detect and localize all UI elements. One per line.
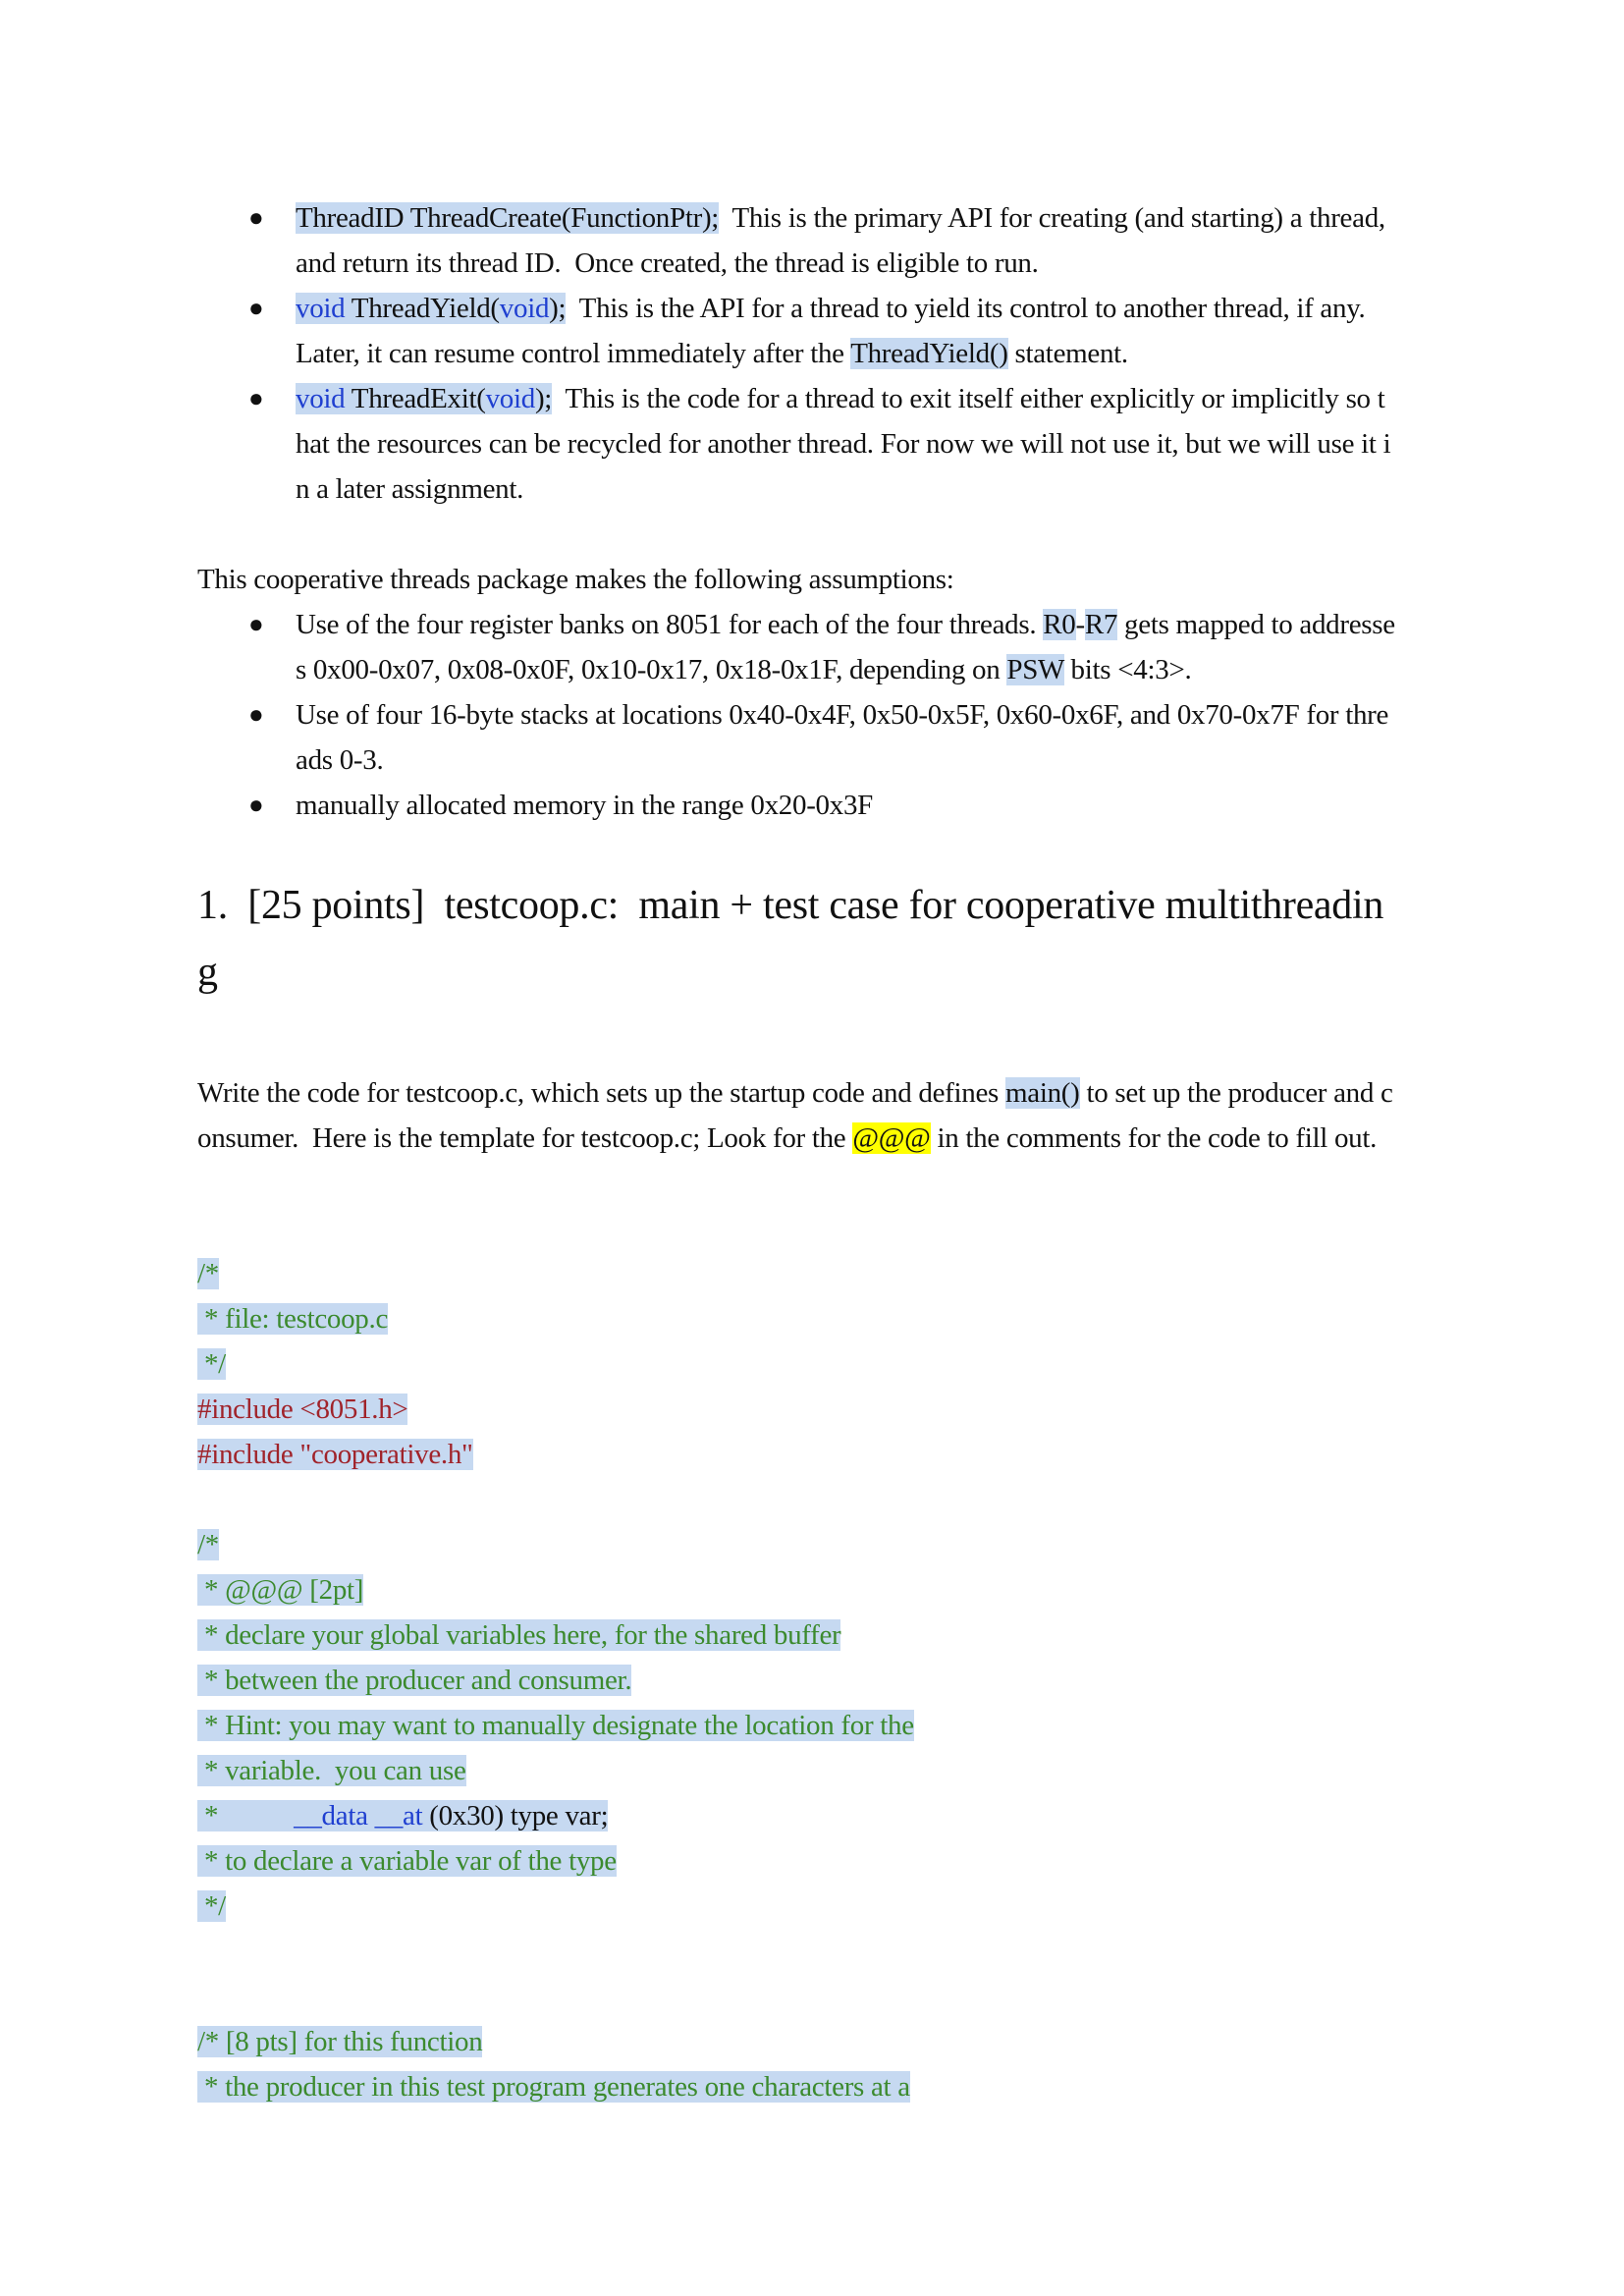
- code-line: [197, 1884, 1444, 1929]
- code-line: [197, 1748, 1444, 1793]
- api-item-thread-exit: [197, 376, 1444, 421]
- code-snippet: [296, 293, 566, 324]
- code-line: [197, 1341, 1444, 1387]
- code-line: [197, 1793, 1444, 1838]
- marker-highlight: @@@: [852, 1122, 931, 1154]
- preprocessor: #include "cooperative.h": [197, 1439, 473, 1470]
- comment: * to declare a variable var of the type: [197, 1845, 617, 1877]
- code-text: (0x30) type var;: [422, 1800, 609, 1831]
- comment: *: [197, 1800, 219, 1831]
- text: gets mapped to addresse: [1117, 609, 1395, 640]
- heading-line: 1. [25 points] testcoop.c: main + test case for cooperative multithreadin: [197, 883, 1384, 928]
- text: bits <4:3>.: [1063, 654, 1192, 685]
- comment: /*: [197, 1258, 219, 1289]
- text: to set up the producer and c: [1079, 1077, 1393, 1109]
- blank-line: [197, 1929, 1444, 1974]
- bullet-icon: ●: [248, 700, 264, 729]
- code-snippet: ThreadID ThreadCreate(FunctionPtr);: [296, 202, 720, 234]
- code-snippet: [296, 383, 552, 414]
- intro-line: [197, 1116, 1444, 1161]
- text: Later, it can resume control immediately after the: [296, 338, 851, 369]
- text: onsumer. Here is the template for testcoop.c; Look for the: [197, 1122, 853, 1154]
- code-line: [197, 2064, 1444, 2109]
- api-description: This is the primary API for creating (and starting) a thread,: [719, 202, 1385, 234]
- api-description-continued: hat the resources can be recycled for another thread. For now we will not use it, but we will use it i: [296, 428, 1391, 460]
- assumption-item: [197, 783, 1444, 828]
- text: in the comments for the code to fill out.: [930, 1122, 1378, 1154]
- api-list: [197, 195, 1444, 512]
- keyword: void: [499, 293, 550, 324]
- code-snippet: ThreadYield(): [850, 338, 1008, 369]
- comment: * declare your global variables here, for the shared buffer: [197, 1619, 841, 1651]
- comment: */: [197, 1348, 226, 1380]
- api-description-continued: and return its thread ID. Once created, the thread is eligible to run.: [296, 247, 1039, 279]
- code-line: [197, 1522, 1444, 1567]
- comment: */: [197, 1890, 226, 1922]
- code-listing: [197, 1251, 1444, 2109]
- api-item-thread-create: [197, 195, 1444, 241]
- code-text: ThreadExit(: [345, 383, 486, 414]
- comment: * the producer in this test program generates one characters at a: [197, 2071, 910, 2103]
- code-line: [197, 1251, 1444, 1296]
- comment: * variable. you can use: [197, 1755, 466, 1786]
- keyword: void: [296, 293, 346, 324]
- code-line: [197, 1838, 1444, 1884]
- code-line: [197, 1613, 1444, 1658]
- bullet-icon: ●: [248, 203, 264, 232]
- comment: * file: testcoop.c: [197, 1303, 389, 1335]
- text: manually allocated memory in the range 0x20-0x3F: [296, 790, 873, 821]
- code-text: );: [549, 293, 567, 324]
- bullet-icon: ●: [248, 384, 264, 412]
- code-snippet: PSW: [1006, 654, 1064, 685]
- code-snippet: main(): [1005, 1077, 1080, 1109]
- code-snippet: R7: [1084, 609, 1118, 640]
- intro-line: [197, 1070, 1444, 1116]
- keyword: __at: [374, 1800, 423, 1831]
- text: -: [1075, 609, 1085, 640]
- text: Use of the four register banks on 8051 for each of the four threads.: [296, 609, 1044, 640]
- comment: * @@@ [2pt]: [197, 1574, 364, 1606]
- intro-paragraph: [197, 1070, 1444, 1161]
- comment: * Hint: you may want to manually designate the location for the: [197, 1710, 914, 1741]
- text: Use of four 16-byte stacks at locations 0x40-0x4F, 0x50-0x5F, 0x60-0x6F, and 0x70-0x7F for thre: [296, 699, 1389, 731]
- api-description-continued: [197, 331, 1444, 376]
- text: s 0x00-0x07, 0x08-0x0F, 0x10-0x17, 0x18-0x1F, depending on: [296, 654, 1007, 685]
- assumptions-intro: This cooperative threads package makes the following assumptions:: [197, 564, 954, 595]
- code-line: [197, 1658, 1444, 1703]
- code-line: [197, 1432, 1444, 1477]
- blank-line: [197, 1974, 1444, 2019]
- assumption-item: [197, 692, 1444, 738]
- assumption-item: [197, 602, 1444, 647]
- code-text: );: [534, 383, 553, 414]
- bullet-icon: ●: [248, 610, 264, 638]
- code-line: [197, 1703, 1444, 1748]
- api-description: This is the API for a thread to yield its control to another thread, if any.: [566, 293, 1366, 324]
- api-description-continued: n a later assignment.: [296, 473, 524, 505]
- assumption-continued: ads 0-3.: [296, 744, 384, 776]
- code-text: ThreadYield(: [345, 293, 500, 324]
- text: statement.: [1007, 338, 1128, 369]
- code-line: [197, 1567, 1444, 1613]
- assumptions-section: [197, 557, 1444, 828]
- bullet-icon: ●: [248, 791, 264, 819]
- code-example: [197, 1800, 608, 1831]
- keyword: void: [485, 383, 535, 414]
- bullet-icon: ●: [248, 294, 264, 322]
- comment: /*: [197, 1529, 219, 1560]
- text: Write the code for testcoop.c, which sets up the startup code and defines: [197, 1077, 1005, 1109]
- blank-line: [197, 1477, 1444, 1522]
- api-item-thread-yield: [197, 286, 1444, 331]
- code-snippet: R0: [1043, 609, 1076, 640]
- comment: * between the producer and consumer.: [197, 1665, 632, 1696]
- assumption-continued: [197, 647, 1444, 692]
- preprocessor: #include <8051.h>: [197, 1394, 408, 1425]
- section-heading: [197, 872, 1444, 1006]
- code-line: [197, 2019, 1444, 2064]
- keyword: __data: [294, 1800, 368, 1831]
- api-description: This is the code for a thread to exit itself either explicitly or implicitly so t: [552, 383, 1385, 414]
- code-line: [197, 1296, 1444, 1341]
- code-line: [197, 1387, 1444, 1432]
- keyword: void: [296, 383, 346, 414]
- heading-line: g: [197, 950, 218, 995]
- comment: /* [8 pts] for this function: [197, 2026, 483, 2057]
